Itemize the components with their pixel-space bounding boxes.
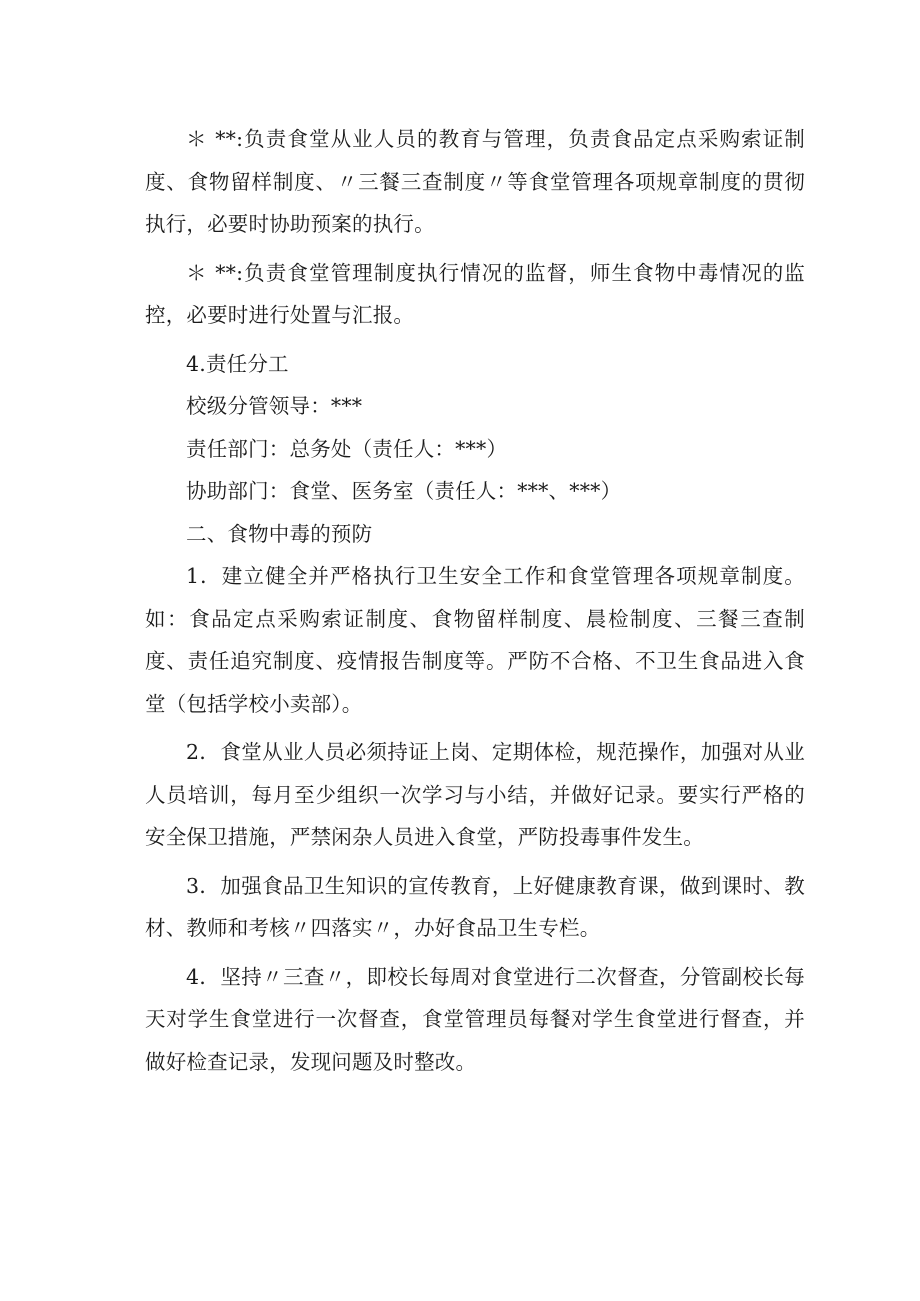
paragraph-duty-supervisor: ＊ **:负责食堂管理制度执行情况的监督，师生食物中毒情况的监控，必要时进行处置与汇报。 bbox=[145, 260, 805, 327]
paragraph-prevention-item-1: 1．建立健全并严格执行卫生安全工作和食堂管理各项规章制度。如：食品定点采购索证制度、食物留样制度、晨检制度、三餐三查制度、责任追究制度、疫情报告制度等。严防不合格、不卫生食品进入食堂（包括学校小卖部）。 bbox=[145, 564, 805, 716]
document-body bbox=[145, 118, 805, 1083]
section-heading-prevention: 二、食物中毒的预防 bbox=[186, 521, 373, 546]
paragraph-prevention-item-3: 3．加强食品卫生知识的宣传教育，上好健康教育课，做到课时、教材、教师和考核〃四落实〃，办好食品卫生专栏。 bbox=[145, 873, 805, 940]
paragraph-prevention-item-4: 4．坚持〃三查〃，即校长每周对食堂进行二次督查，分管副校长每天对学生食堂进行一次督查，食堂管理员每餐对学生食堂进行督查，并做好检查记录，发现问题及时整改。 bbox=[145, 964, 805, 1074]
paragraph-duty-canteen-manager: ＊ **:负责食堂从业人员的教育与管理，负责食品定点采购索证制度、食物留样制度、〃三餐三查制度〃等食堂管理各项规章制度的贯彻执行，必要时协助预案的执行。 bbox=[145, 127, 805, 236]
paragraph-responsible-department: 责任部门：总务处（责任人：***） bbox=[186, 436, 508, 461]
paragraph-school-leader: 校级分管领导：*** bbox=[186, 394, 363, 418]
section-heading-responsibility: 4.责任分工 bbox=[186, 351, 289, 376]
paragraph-assisting-department: 协助部门：食堂、医务室（责任人：***、***） bbox=[186, 479, 622, 503]
paragraph-prevention-item-2: 2．食堂从业人员必须持证上岗、定期体检，规范操作，加强对从业人员培训，每月至少组织一次学习与小结，并做好记录。要实行严格的安全保卫措施，严禁闲杂人员进入食堂，严防投毒事件发生。 bbox=[145, 740, 805, 849]
